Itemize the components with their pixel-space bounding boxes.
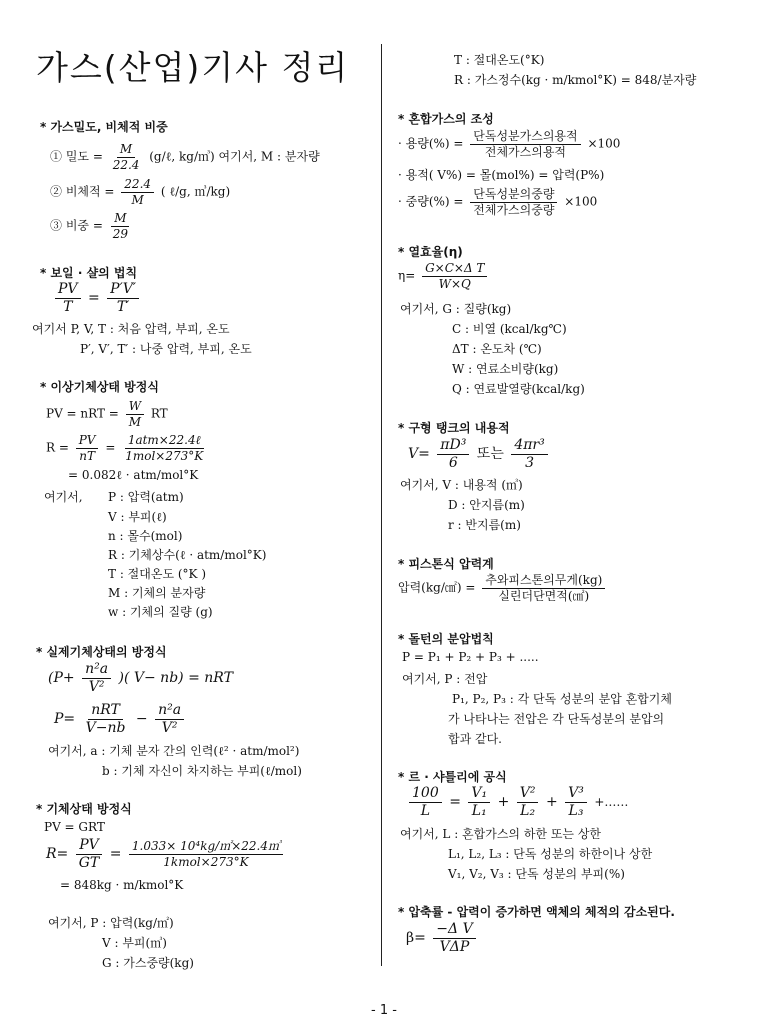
fraction: $\frac{M}{29}$ <box>112 211 128 241</box>
volume-percent-formula: · 용량(%) = $\frac{\text{단독성분가스의용적}}{\text{전체가스의용적}}$ ×100 <box>398 129 621 159</box>
volume-mol-pressure-line: · 용적( V%) = 몰(mol%) = 압력(P%) <box>398 168 605 182</box>
dalton-description: 가 나타나는 전압은 각 단독성분의 분압의 <box>448 712 665 726</box>
variable-def: Q : 연료발열량(kcal/kg) <box>452 382 585 396</box>
variable-def: R : 기체상수(ℓ · atm/mol°K) <box>108 548 267 562</box>
van-der-waals-pressure: P= $\frac{\text{nRT}}{V-nb}$ − $\frac{\text{n²a}}{\text{V²}}$ <box>54 703 187 735</box>
gas-constant-kg-value: = 848kg · m/kmol°K <box>60 878 184 892</box>
variable-def: w : 기체의 질량 (g) <box>108 605 213 619</box>
variable-def: D : 안지름(m) <box>448 498 525 512</box>
compressibility-formula: β= $\frac{\text{−Δ V}}{\text{VΔP}}$ <box>406 922 479 954</box>
piston-pressure-formula: 압력(kg/㎠) = $\frac{\text{추와피스톤의무게(kg)}}{\text{실린더단면적(㎠)}}$ <box>398 574 608 602</box>
variable-def: R : 가스정수(kg · m/kmol°K) = 848/분자량 <box>454 73 697 87</box>
specific-volume-formula: ② 비체적 = $\frac{22.4}{M}$ ( ℓ/g, ㎥/kg) <box>50 177 231 207</box>
variable-def: 여기서, L : 혼합가스의 하한 또는 상한 <box>400 827 602 841</box>
section-heading: * 열효율(η) <box>398 245 463 259</box>
van-der-waals-formula: (P+ $\frac{\text{n²a}}{\text{V²}}$ )( V− nb) = nRT <box>48 661 233 695</box>
variable-def: r : 반지름(m) <box>448 518 521 532</box>
section-heading: * 이상기체상태 방정식 <box>40 380 159 394</box>
section-heading: * 가스밀도, 비체적 비중 <box>40 120 168 134</box>
variable-def: 여기서, P : 전압 <box>402 672 488 686</box>
ideal-gas-formula: PV = nRT = $\frac{W}{M}$ RT <box>46 399 168 429</box>
variable-def: P : 압력(atm) <box>108 490 184 504</box>
variable-def: L₁, L₂, L₃ : 단독 성분의 하한이나 상한 <box>448 847 653 861</box>
gas-state-formula: PV = GRT <box>44 820 105 834</box>
fraction: $\frac{22.4}{M}$ <box>121 178 154 206</box>
dalton-description: P₁, P₂, P₃ : 각 단독 성분의 분압 혼합기체 <box>452 692 672 706</box>
sphere-volume-formula: V= $\frac{\text{πD³}}{6}$ 또는 $\frac{\text{4πr³}}{3}$ <box>408 438 551 470</box>
variable-def: T : 절대온도 (°K ) <box>108 567 207 581</box>
where-label: 여기서, <box>44 490 83 504</box>
variable-def: M : 기체의 분자량 <box>108 586 206 600</box>
section-heading: * 혼합가스의 조성 <box>398 112 494 126</box>
variable-def: n : 몰수(mol) <box>108 529 183 543</box>
density-formula: ① 밀도 = $\frac{M}{22.4}$ (g/ℓ, kg/㎥) 여기서, M : 분자량 <box>50 142 320 172</box>
gas-constant-kg-formula: R= $\frac{PV}{GT}$ = $\frac{\text{1.033× 10⁴kg/㎡×22.4㎥}}{\text{1kmol×273°K}}$ <box>46 838 286 870</box>
page-title: 가스(산업)기사 정리 <box>36 48 350 87</box>
variable-def: 여기서, V : 내용적 (㎥) <box>400 478 523 492</box>
column-divider <box>381 44 382 966</box>
weight-percent-formula: · 중량(%) = $\frac{\text{단독성분의중량}}{\text{전체가스의중량}}$ ×100 <box>398 187 598 217</box>
section-heading: * 르 · 샤틀리에 공식 <box>398 770 507 784</box>
boyle-note: 여기서 P, V, T : 처음 압력, 부피, 온도 <box>32 322 230 336</box>
variable-def: 여기서, G : 질량(kg) <box>400 302 512 316</box>
variable-def: G : 가스중량(kg) <box>102 956 194 970</box>
section-heading: * 돌턴의 분압법칙 <box>398 632 494 646</box>
variable-def: ΔT : 온도차 (℃) <box>452 342 542 356</box>
page-number: - 1 - <box>371 1003 397 1018</box>
section-heading: * 압축률 - 압력이 증가하면 액체의 체적의 감소된다. <box>398 905 675 919</box>
section-heading: * 구형 탱크의 내용적 <box>398 421 510 435</box>
variable-def: T : 절대온도(°K) <box>454 53 545 67</box>
variable-def: W : 연료소비량(kg) <box>452 362 559 376</box>
specific-gravity-formula: ③ 비중 = $\frac{M}{29}$ <box>50 212 134 240</box>
variable-def: 여기서, P : 압력(kg/㎡) <box>48 916 174 930</box>
section-heading: * 피스톤식 압력계 <box>398 557 494 571</box>
variable-def: C : 비열 (kcal/kg℃) <box>452 322 567 336</box>
fraction: $\frac{M}{22.4}$ <box>112 142 140 172</box>
efficiency-formula: η= $\frac{\text{G×C×Δ T}}{W\times Q}$ <box>398 262 490 290</box>
boyle-formula: $\frac{PV}{T}$ = $\frac{P'V'}{T'}$ <box>52 282 142 314</box>
van-der-waals-note: b : 기체 자신이 차지하는 부피(ℓ/mol) <box>102 764 302 778</box>
variable-def: V : 부피(㎥) <box>102 936 167 950</box>
dalton-formula: P = P₁ + P₂ + P₃ + ..... <box>402 650 539 664</box>
variable-def: V : 부피(ℓ) <box>108 510 167 524</box>
dalton-description: 합과 같다. <box>448 732 502 746</box>
gas-constant-formula: R = $\frac{PV}{nT}$ = $\frac{\text{1atm×22.4ℓ}}{\text{1mol×273°K}}$ <box>46 433 204 463</box>
section-heading: * 실제기체상태의 방정식 <box>36 645 167 659</box>
van-der-waals-note: 여기서, a : 기체 분자 간의 인력(ℓ² · atm/mol²) <box>48 744 300 758</box>
le-chatelier-formula: $\frac{100}{L}$ = $\frac{\text{V₁}}{\text{L₁}}$ + $\frac{\text{V²}}{\text{L₂}}$ + $\frac{\text{V³}}{\text{L₃}}$ +…… <box>406 786 628 818</box>
variable-def: V₁, V₂, V₃ : 단독 성분의 부피(%) <box>448 867 625 881</box>
section-heading: * 기체상태 방정식 <box>36 802 132 816</box>
gas-constant-value: = 0.082ℓ · atm/mol°K <box>68 468 199 482</box>
boyle-note: P′, V′, T′ : 나중 압력, 부피, 온도 <box>80 342 252 356</box>
section-heading: * 보일 · 샬의 법칙 <box>40 266 138 280</box>
